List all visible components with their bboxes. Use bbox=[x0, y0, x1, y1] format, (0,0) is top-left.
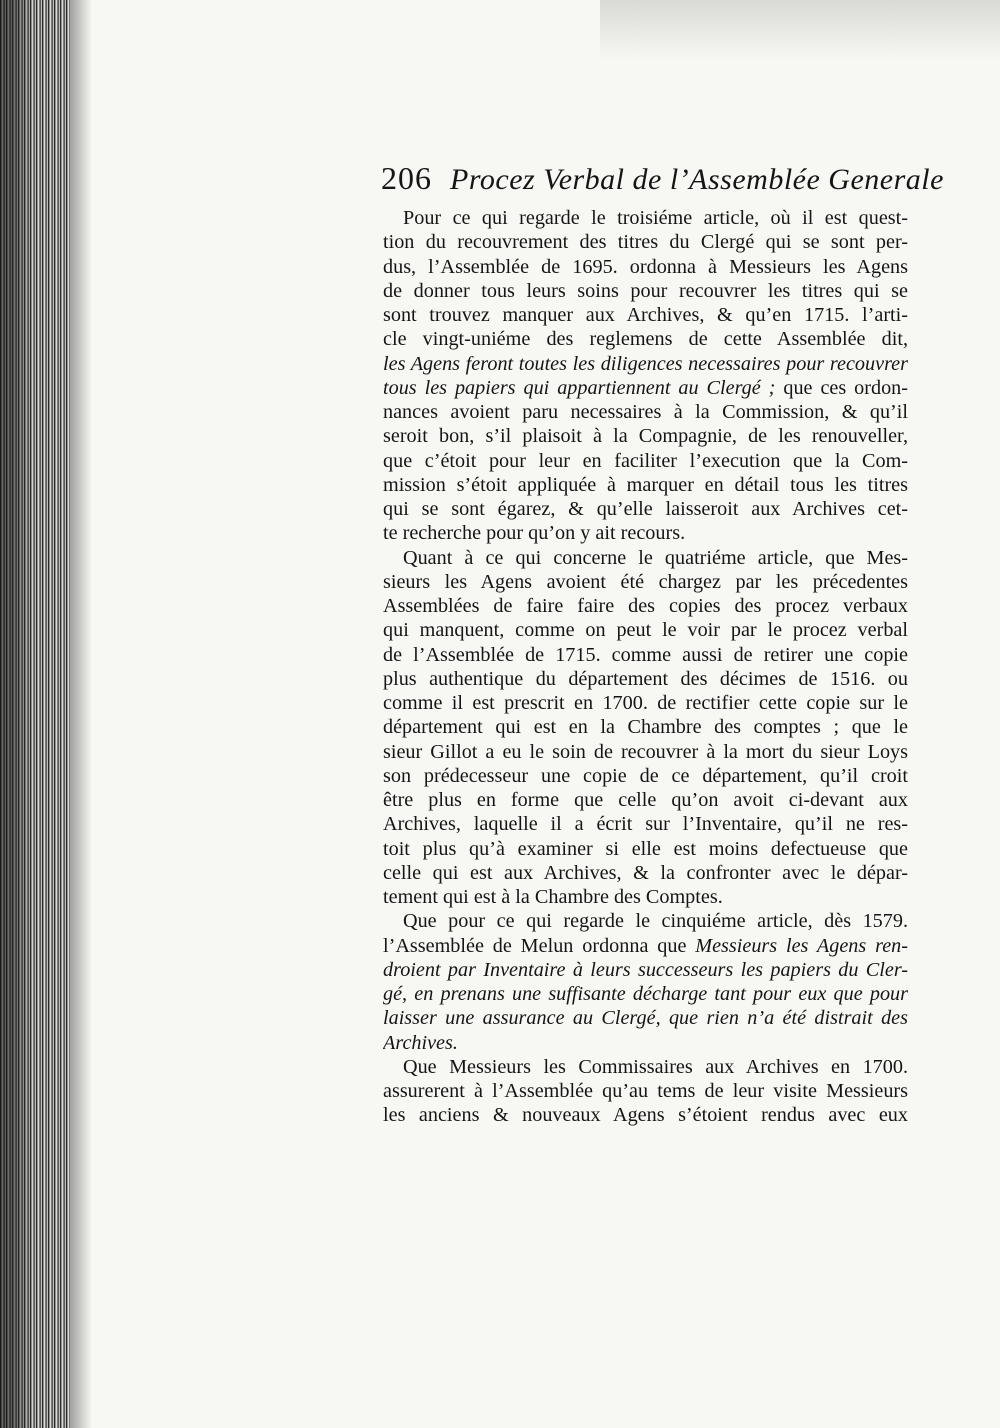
page-number: 206 bbox=[381, 160, 432, 196]
text-line: assurerent à l’Assemblée qu’au tems de leur visite Messieurs bbox=[383, 1080, 908, 1102]
text-line: de l’Assemblée de 1715. comme aussi de retirer une copie bbox=[383, 643, 908, 666]
text-line: toit plus qu’à examiner si elle est moins defectueuse que bbox=[383, 837, 908, 860]
text-line: Que pour ce qui regarde le cinquiéme article, dès 1579. bbox=[403, 910, 908, 933]
text-line bbox=[383, 934, 908, 958]
text-line: de donner tous leurs soins pour recouvrer les titres qui se bbox=[383, 279, 908, 302]
text-line: nances avoient paru necessaires à la Commission, & qu’il bbox=[383, 401, 908, 423]
text-line-italic: laisser une assurance au Clergé, que rien n’a été distrait des bbox=[383, 1007, 908, 1030]
text-line: cle vingt-uniéme des reglemens de cette Assemblée dit, bbox=[383, 328, 908, 351]
text-line: être plus en forme que celle qu’on avoit ci-devant aux bbox=[383, 789, 908, 811]
top-shadow bbox=[600, 0, 1000, 60]
text-line: que c’étoit pour leur en faciliter l’execution que la Com- bbox=[383, 449, 908, 472]
text-line: département qui est en la Chambre des comptes ; que le bbox=[383, 716, 908, 739]
text-line: Quant à ce qui concerne le quatriéme article, que Mes- bbox=[403, 546, 908, 569]
text-line: Pour ce qui regarde le troisiéme article, où il est quest- bbox=[403, 207, 908, 229]
text-line: tion du recouvrement des titres du Clergé qui se sont per- bbox=[383, 231, 908, 254]
text-line-italic: droient par Inventaire à leurs successeurs les papiers du Cler- bbox=[383, 958, 908, 981]
text-line: comme il est prescrit en 1700. de rectifier cette copie sur le bbox=[383, 692, 908, 714]
text-line: te recherche pour qu’on y ait recours. bbox=[383, 522, 686, 545]
text-line-italic: gé, en prenans une suffisante décharge tant pour eux que pour bbox=[383, 983, 908, 1005]
body-text bbox=[383, 206, 908, 1128]
text-line bbox=[383, 376, 908, 400]
text-line: mission s’étoit appliquée à marquer en détail tous les titres bbox=[383, 473, 908, 496]
text-line: son prédecesseur une copie de ce département, qu’il croit bbox=[383, 764, 908, 787]
text-line-italic: les Agens feront toutes les diligences necessaires pour recouvrer bbox=[383, 352, 908, 375]
roman-fragment: que ces ordon- bbox=[783, 376, 908, 399]
running-head bbox=[381, 160, 944, 206]
text-line: les anciens & nouveaux Agens s’étoient rendus avec eux bbox=[383, 1104, 908, 1127]
text-line: celle qui est aux Archives, & la confronter avec le dépar- bbox=[383, 861, 908, 884]
italic-fragment: Messieurs les Agens ren- bbox=[695, 934, 908, 957]
roman-fragment: l’Assemblée de Melun ordonna que bbox=[383, 934, 687, 957]
text-line: sieurs les Agens avoient été chargez par les précedentes bbox=[383, 570, 908, 593]
text-line: Assemblées de faire faire des copies des procez verbaux bbox=[383, 595, 908, 617]
text-line: tement qui est à la Chambre des Comptes. bbox=[383, 886, 723, 908]
running-head-title: Procez Verbal de l’Assemblée Generale bbox=[450, 163, 944, 196]
text-line: dus, l’Assemblée de 1695. ordonna à Messieurs les Agens bbox=[383, 255, 908, 278]
text-line: Archives, laquelle il a écrit sur l’Inventaire, qu’il ne res- bbox=[383, 813, 908, 836]
gutter-shadow bbox=[70, 0, 92, 1428]
text-line: Que Messieurs les Commissaires aux Archives en 1700. bbox=[403, 1055, 908, 1078]
text-line-italic: Archives. bbox=[383, 1031, 458, 1054]
text-line: seroit bon, s’il plaisoit à la Compagnie, de les renouveller, bbox=[383, 425, 908, 448]
text-line: sont trouvez manquer aux Archives, & qu’en 1715. l’arti- bbox=[383, 304, 908, 326]
text-line: qui se sont égarez, & qu’elle laisseroit aux Archives cet- bbox=[383, 498, 908, 520]
text-line: plus authentique du département des décimes de 1516. ou bbox=[383, 667, 908, 690]
text-line: qui manquent, comme on peut le voir par le procez verbal bbox=[383, 619, 908, 642]
book-page-edge bbox=[0, 0, 70, 1428]
italic-fragment: tous les papiers qui appartiennent au Clergé ; bbox=[383, 376, 776, 399]
text-line: sieur Gillot a eu le soin de recouvrer à la mort du sieur Loys bbox=[383, 740, 908, 763]
